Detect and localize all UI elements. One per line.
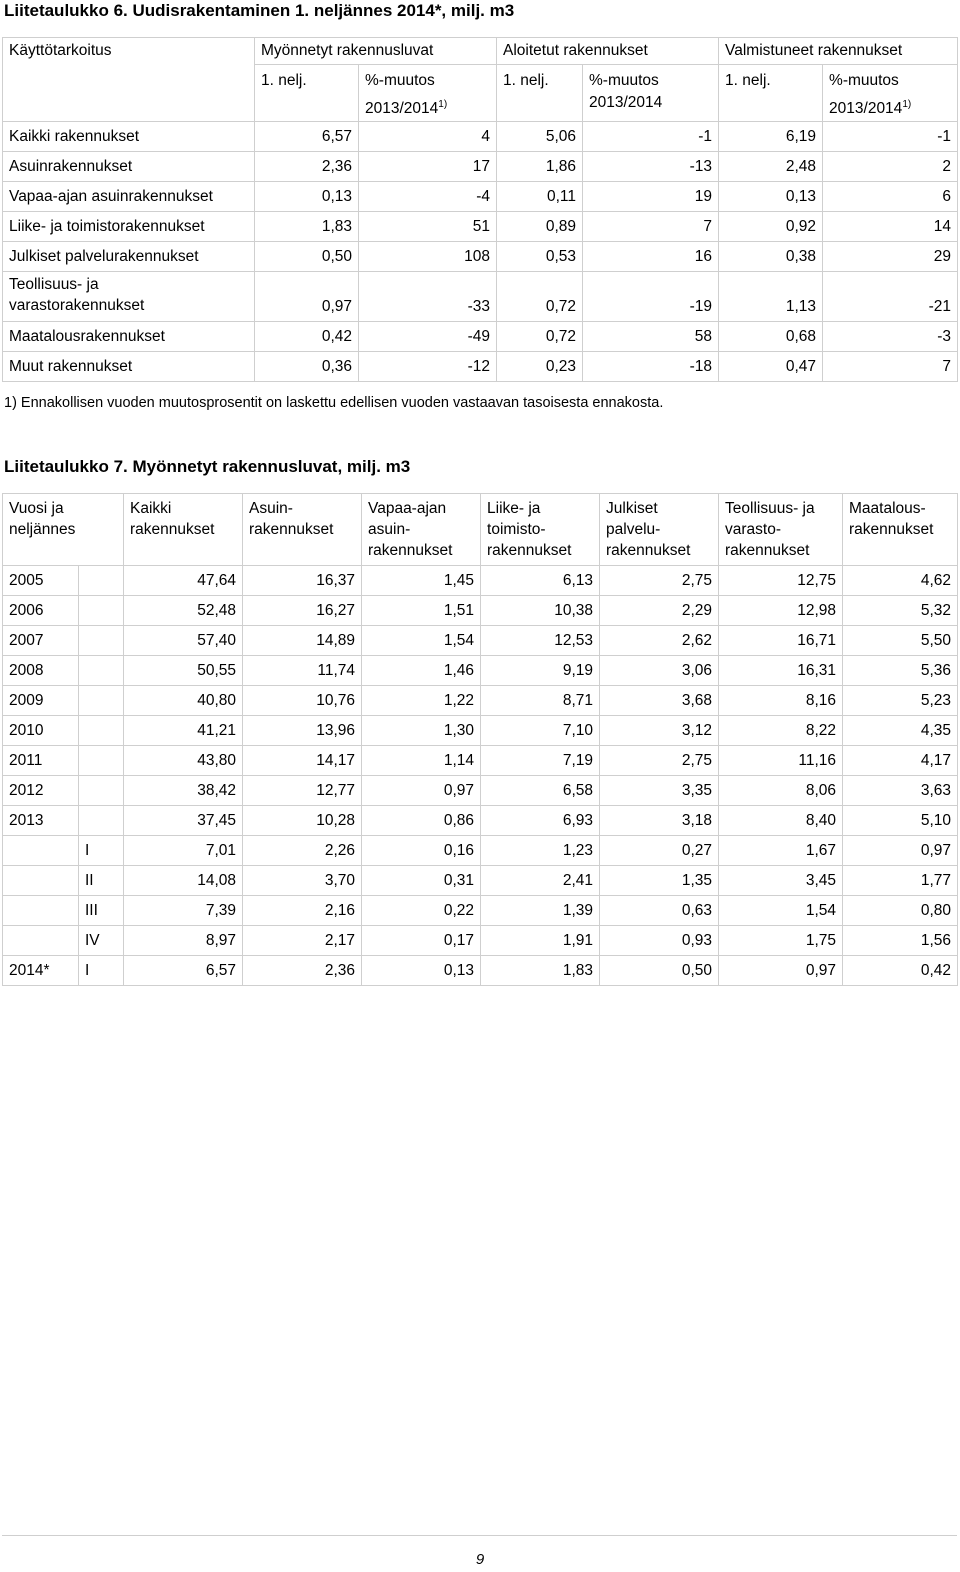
change-label: %-muutos xyxy=(829,72,899,89)
column-header xyxy=(843,494,958,566)
table-cell: 2,48 xyxy=(719,152,823,182)
table-cell: 10,38 xyxy=(481,596,600,626)
row-label: Julkiset palvelurakennukset xyxy=(3,242,255,272)
table-cell: 1,56 xyxy=(843,926,958,956)
table-cell: 12,77 xyxy=(243,776,362,806)
table-cell: 6,13 xyxy=(481,566,600,596)
page-number: 9 xyxy=(475,1551,485,1568)
table-cell: 0,13 xyxy=(255,182,359,212)
table-cell: 2,75 xyxy=(600,746,719,776)
table-cell: 5,36 xyxy=(843,656,958,686)
column-header xyxy=(3,494,124,566)
table-cell: 0,97 xyxy=(843,836,958,866)
table-cell: 5,32 xyxy=(843,596,958,626)
row-label: Liike- ja toimistorakennukset xyxy=(3,212,255,242)
year-cell: 2010 xyxy=(3,716,79,746)
row-label: Vapaa-ajan asuinrakennukset xyxy=(3,182,255,212)
table-cell: 52,48 xyxy=(124,596,243,626)
table-cell: 2,36 xyxy=(243,956,362,986)
table-cell: 1,83 xyxy=(255,212,359,242)
table-cell: -1 xyxy=(823,122,958,152)
table-cell: 4,17 xyxy=(843,746,958,776)
table-cell: -18 xyxy=(583,352,719,382)
category-header-spacer xyxy=(3,65,255,122)
table-cell: 0,89 xyxy=(497,212,583,242)
column-header-line: Liike- ja xyxy=(487,500,541,517)
table-cell: 0,23 xyxy=(497,352,583,382)
quarter-cell xyxy=(79,566,124,596)
table-cell: 0,17 xyxy=(362,926,481,956)
year-cell xyxy=(3,866,79,896)
table-row xyxy=(3,896,958,926)
page-divider xyxy=(2,1535,957,1536)
year-cell: 2009 xyxy=(3,686,79,716)
table-cell: 47,64 xyxy=(124,566,243,596)
table-cell: 4 xyxy=(359,122,497,152)
table-cell: 2,16 xyxy=(243,896,362,926)
table-cell: 13,96 xyxy=(243,716,362,746)
table-cell: 1,86 xyxy=(497,152,583,182)
column-header xyxy=(362,494,481,566)
table-cell: 1,35 xyxy=(600,866,719,896)
table-cell: 50,55 xyxy=(124,656,243,686)
table-cell: 0,38 xyxy=(719,242,823,272)
table-cell: 0,97 xyxy=(255,272,359,322)
table-cell: 3,06 xyxy=(600,656,719,686)
subheader-change xyxy=(583,65,719,122)
table-cell: 1,83 xyxy=(481,956,600,986)
column-header-line: Asuin- xyxy=(249,500,293,517)
table-cell: 10,76 xyxy=(243,686,362,716)
table-cell: 0,31 xyxy=(362,866,481,896)
table-cell: 7 xyxy=(583,212,719,242)
table-cell: 8,22 xyxy=(719,716,843,746)
table-cell: 3,12 xyxy=(600,716,719,746)
table-row xyxy=(3,626,958,656)
column-header-line: Kaikki xyxy=(130,500,172,517)
change-label: %-muutos xyxy=(365,72,435,89)
table-cell: 2,17 xyxy=(243,926,362,956)
row-label: Maatalousrakennukset xyxy=(3,322,255,352)
table-row xyxy=(3,272,958,322)
column-header-line: rakennukset xyxy=(249,521,334,538)
table-row xyxy=(3,122,958,152)
table-cell: 3,70 xyxy=(243,866,362,896)
year-cell: 2012 xyxy=(3,776,79,806)
subheader-quarter: 1. nelj. xyxy=(719,65,823,122)
table-cell: 1,14 xyxy=(362,746,481,776)
row-label-line: varastorakennukset xyxy=(9,297,145,314)
table-cell: 108 xyxy=(359,242,497,272)
table-cell: 0,27 xyxy=(600,836,719,866)
table-cell: 6,57 xyxy=(255,122,359,152)
column-header-line: rakennukset xyxy=(725,542,810,559)
quarter-cell: I xyxy=(79,956,124,986)
table7 xyxy=(2,493,958,986)
table-cell: 0,13 xyxy=(362,956,481,986)
column-header-line: rakennukset xyxy=(130,521,215,538)
quarter-cell: II xyxy=(79,866,124,896)
table-cell: 2,26 xyxy=(243,836,362,866)
table-cell: 38,42 xyxy=(124,776,243,806)
table-cell: 2,41 xyxy=(481,866,600,896)
table-cell: 1,51 xyxy=(362,596,481,626)
table-cell: 16 xyxy=(583,242,719,272)
table-cell: 43,80 xyxy=(124,746,243,776)
table-cell: 19 xyxy=(583,182,719,212)
quarter-cell xyxy=(79,806,124,836)
period-label: 2013/2014$^{1)}$ xyxy=(829,99,912,117)
table-cell: 1,91 xyxy=(481,926,600,956)
table-cell: 12,75 xyxy=(719,566,843,596)
table-cell: 2,75 xyxy=(600,566,719,596)
table-cell: 0,97 xyxy=(362,776,481,806)
table-cell: 0,42 xyxy=(843,956,958,986)
table-row xyxy=(3,352,958,382)
subheader-change xyxy=(823,65,958,122)
table-cell: 7,10 xyxy=(481,716,600,746)
table-cell: 58 xyxy=(583,322,719,352)
table-cell: -1 xyxy=(583,122,719,152)
subheader-quarter: 1. nelj. xyxy=(255,65,359,122)
quarter-cell xyxy=(79,776,124,806)
table-cell: 4,62 xyxy=(843,566,958,596)
table-row xyxy=(3,746,958,776)
table-cell: 2,29 xyxy=(600,596,719,626)
category-header: Käyttötarkoitus xyxy=(3,38,255,65)
table-cell: 3,18 xyxy=(600,806,719,836)
quarter-cell xyxy=(79,716,124,746)
column-header xyxy=(600,494,719,566)
table-cell: -4 xyxy=(359,182,497,212)
table-cell: 14,08 xyxy=(124,866,243,896)
column-header xyxy=(124,494,243,566)
table-cell: 0,63 xyxy=(600,896,719,926)
table-cell: 0,16 xyxy=(362,836,481,866)
table-cell: 7 xyxy=(823,352,958,382)
table-cell: 7,19 xyxy=(481,746,600,776)
column-header-line: rakennukset xyxy=(368,542,453,559)
table-row xyxy=(3,242,958,272)
group-header-completed: Valmistuneet rakennukset xyxy=(719,38,958,65)
column-header-line: rakennukset xyxy=(606,542,691,559)
table-cell: 0,11 xyxy=(497,182,583,212)
table-cell: 37,45 xyxy=(124,806,243,836)
year-cell: 2007 xyxy=(3,626,79,656)
table-cell: 3,45 xyxy=(719,866,843,896)
table-cell: 0,53 xyxy=(497,242,583,272)
column-header-line: varasto- xyxy=(725,521,782,538)
year-cell: 2011 xyxy=(3,746,79,776)
quarter-cell xyxy=(79,746,124,776)
table-cell: 14,17 xyxy=(243,746,362,776)
table-cell: 8,16 xyxy=(719,686,843,716)
table-cell: 0,50 xyxy=(255,242,359,272)
table-cell: 1,23 xyxy=(481,836,600,866)
table-cell: 7,01 xyxy=(124,836,243,866)
table-cell: 0,72 xyxy=(497,272,583,322)
table-cell: 3,35 xyxy=(600,776,719,806)
table-row xyxy=(3,686,958,716)
table-row xyxy=(3,716,958,746)
subheader-quarter: 1. nelj. xyxy=(497,65,583,122)
table-cell: 2,36 xyxy=(255,152,359,182)
column-header-line: Maatalous- xyxy=(849,500,926,517)
table-cell: 6,57 xyxy=(124,956,243,986)
table-row xyxy=(3,806,958,836)
table-cell: 14 xyxy=(823,212,958,242)
table-cell: 16,37 xyxy=(243,566,362,596)
table-cell: 0,36 xyxy=(255,352,359,382)
table-cell: 1,46 xyxy=(362,656,481,686)
column-header xyxy=(481,494,600,566)
table-row xyxy=(3,566,958,596)
table-cell: 5,06 xyxy=(497,122,583,152)
quarter-cell: III xyxy=(79,896,124,926)
year-cell: 2014* xyxy=(3,956,79,986)
table-cell: 1,54 xyxy=(719,896,843,926)
table6 xyxy=(2,37,958,382)
table-cell: 1,39 xyxy=(481,896,600,926)
table-cell: 8,06 xyxy=(719,776,843,806)
table-cell: 6,19 xyxy=(719,122,823,152)
table-cell: 6,58 xyxy=(481,776,600,806)
table-cell: 1,54 xyxy=(362,626,481,656)
subheader-change xyxy=(359,65,497,122)
column-header-line: Julkiset xyxy=(606,500,658,517)
quarter-cell xyxy=(79,626,124,656)
table-row xyxy=(3,836,958,866)
table6-header-row xyxy=(3,38,958,65)
period-label: 2013/2014$^{1)}$ xyxy=(365,99,448,117)
table-row xyxy=(3,182,958,212)
year-cell: 2006 xyxy=(3,596,79,626)
year-cell xyxy=(3,836,79,866)
column-header-line: Vuosi ja xyxy=(9,500,64,517)
table-cell: 1,22 xyxy=(362,686,481,716)
table-cell: 12,53 xyxy=(481,626,600,656)
table-cell: 3,63 xyxy=(843,776,958,806)
year-cell: 2013 xyxy=(3,806,79,836)
table-cell: -21 xyxy=(823,272,958,322)
table6-subheader-row xyxy=(3,65,958,122)
column-header xyxy=(243,494,362,566)
column-header-line: rakennukset xyxy=(487,542,572,559)
table-cell: 51 xyxy=(359,212,497,242)
footnote-mark: 1) xyxy=(902,99,912,110)
table-cell: 6,93 xyxy=(481,806,600,836)
table-cell: 14,89 xyxy=(243,626,362,656)
table-cell: -49 xyxy=(359,322,497,352)
table-cell: 16,31 xyxy=(719,656,843,686)
table-cell: 8,40 xyxy=(719,806,843,836)
table-row xyxy=(3,776,958,806)
table-row xyxy=(3,956,958,986)
table-cell: 41,21 xyxy=(124,716,243,746)
table-cell: 8,71 xyxy=(481,686,600,716)
column-header-line: toimisto- xyxy=(487,521,546,538)
table-cell: 4,35 xyxy=(843,716,958,746)
table-cell: -19 xyxy=(583,272,719,322)
table-cell: 29 xyxy=(823,242,958,272)
table-cell: 0,42 xyxy=(255,322,359,352)
footnote-mark: 1) xyxy=(438,99,448,110)
quarter-cell xyxy=(79,656,124,686)
table-row xyxy=(3,152,958,182)
row-label: Kaikki rakennukset xyxy=(3,122,255,152)
column-header-line: neljännes xyxy=(9,521,76,538)
table-cell: 1,75 xyxy=(719,926,843,956)
row-label-line: Teollisuus- ja xyxy=(9,276,99,293)
column-header xyxy=(719,494,843,566)
table-row xyxy=(3,866,958,896)
table-row xyxy=(3,322,958,352)
table-cell: 12,98 xyxy=(719,596,843,626)
table-cell: 6 xyxy=(823,182,958,212)
table-cell: 2,62 xyxy=(600,626,719,656)
table-cell: 2 xyxy=(823,152,958,182)
table-cell: 0,86 xyxy=(362,806,481,836)
group-header-permits: Myönnetyt rakennusluvat xyxy=(255,38,497,65)
table-cell: 1,77 xyxy=(843,866,958,896)
column-header-line: Vapaa-ajan xyxy=(368,500,447,517)
table-cell: 0,22 xyxy=(362,896,481,926)
column-header-line: Teollisuus- ja xyxy=(725,500,815,517)
year-cell: 2005 xyxy=(3,566,79,596)
column-header-line: asuin- xyxy=(368,521,411,538)
table-cell: 1,67 xyxy=(719,836,843,866)
change-label: %-muutos xyxy=(589,72,659,89)
table-cell: 0,93 xyxy=(600,926,719,956)
table-row xyxy=(3,656,958,686)
table-row xyxy=(3,926,958,956)
table-cell: 5,10 xyxy=(843,806,958,836)
table-cell: -33 xyxy=(359,272,497,322)
table-cell: 11,16 xyxy=(719,746,843,776)
table-cell: 40,80 xyxy=(124,686,243,716)
table-cell: 7,39 xyxy=(124,896,243,926)
year-cell xyxy=(3,896,79,926)
table-cell: 16,71 xyxy=(719,626,843,656)
row-label: Asuinrakennukset xyxy=(3,152,255,182)
table-cell: 0,47 xyxy=(719,352,823,382)
column-header-line: palvelu- xyxy=(606,521,661,538)
table-cell: 0,13 xyxy=(719,182,823,212)
table6-title: Liitetaulukko 6. Uudisrakentaminen 1. neljännes 2014*, milj. m3 xyxy=(4,1,515,20)
quarter-cell xyxy=(79,686,124,716)
table-cell: 0,72 xyxy=(497,322,583,352)
table-cell: 9,19 xyxy=(481,656,600,686)
table-cell: 0,68 xyxy=(719,322,823,352)
period-label: 2013/2014 xyxy=(589,94,663,111)
table-cell: 0,80 xyxy=(843,896,958,926)
table-cell: -12 xyxy=(359,352,497,382)
table-cell: 5,50 xyxy=(843,626,958,656)
table-cell: -13 xyxy=(583,152,719,182)
table-cell: 3,68 xyxy=(600,686,719,716)
table-row xyxy=(3,212,958,242)
table-cell: 1,13 xyxy=(719,272,823,322)
table-cell: 0,50 xyxy=(600,956,719,986)
quarter-cell: IV xyxy=(79,926,124,956)
table-cell: 57,40 xyxy=(124,626,243,656)
table-cell: 0,92 xyxy=(719,212,823,242)
table7-header-row xyxy=(3,494,958,566)
year-cell: 2008 xyxy=(3,656,79,686)
row-label xyxy=(3,272,255,322)
year-cell xyxy=(3,926,79,956)
row-label: Muut rakennukset xyxy=(3,352,255,382)
table-cell: -3 xyxy=(823,322,958,352)
table-cell: 16,27 xyxy=(243,596,362,626)
quarter-cell xyxy=(79,596,124,626)
table-cell: 11,74 xyxy=(243,656,362,686)
table7-title: Liitetaulukko 7. Myönnetyt rakennusluvat, milj. m3 xyxy=(4,457,411,476)
table-cell: 5,23 xyxy=(843,686,958,716)
table-cell: 1,45 xyxy=(362,566,481,596)
table-row xyxy=(3,596,958,626)
quarter-cell: I xyxy=(79,836,124,866)
group-header-started: Aloitetut rakennukset xyxy=(497,38,719,65)
table-cell: 1,30 xyxy=(362,716,481,746)
table-cell: 0,97 xyxy=(719,956,843,986)
table-cell: 8,97 xyxy=(124,926,243,956)
table6-footnote: 1) Ennakollisen vuoden muutosprosentit on laskettu edellisen vuoden vastaavan tasoisesta ennakosta. xyxy=(4,395,664,411)
table-cell: 17 xyxy=(359,152,497,182)
table-cell: 10,28 xyxy=(243,806,362,836)
column-header-line: rakennukset xyxy=(849,521,934,538)
